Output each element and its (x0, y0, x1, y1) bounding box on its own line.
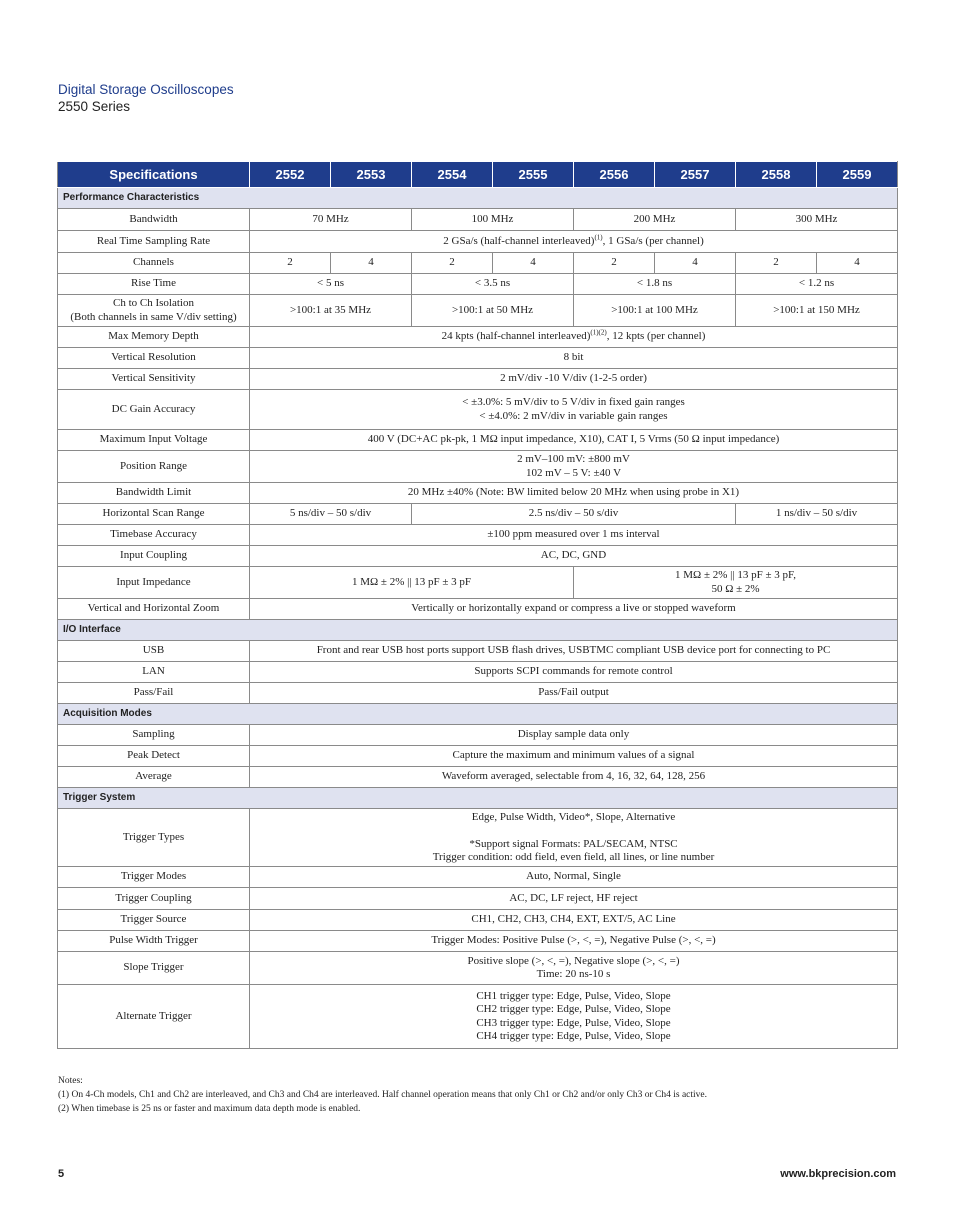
table-row (58, 641, 898, 662)
row-label: Position Range (58, 451, 250, 483)
row-label: Maximum Input Voltage (58, 430, 250, 451)
cell (250, 952, 898, 985)
cell: ±100 ppm measured over 1 ms interval (250, 525, 898, 546)
page-subtitle: 2550 Series (58, 99, 131, 114)
notes-title: Notes: (58, 1076, 83, 1086)
cell-line: 1 MΩ ± 2% || 13 pF ± 3 pF, (675, 569, 796, 581)
cell: 2 (736, 253, 817, 274)
cell: 400 V (DC+AC pk-pk, 1 MΩ input impedance, X10), CAT I, 5 Vrms (50 Ω input impedance) (250, 430, 898, 451)
cell (250, 809, 898, 867)
section-trigger: Trigger System (58, 788, 898, 809)
cell: 2 (412, 253, 493, 274)
cell: 2 (250, 253, 331, 274)
cell-line: Trigger condition: odd field, even field, all lines, or line number (432, 851, 715, 863)
table-row (58, 662, 898, 683)
table-row (58, 683, 898, 704)
cell-line: 2 mV–100 mV: ±800 mV (517, 453, 630, 465)
notes (58, 1074, 707, 1116)
cell: Trigger Modes: Positive Pulse (>, <, =), Negative Pulse (>, <, =) (250, 931, 898, 952)
cell: 8 bit (250, 348, 898, 369)
table-row (58, 546, 898, 567)
row-label: Real Time Sampling Rate (58, 231, 250, 253)
cell: >100:1 at 100 MHz (574, 295, 736, 327)
table-row (58, 599, 898, 620)
row-label: Average (58, 767, 250, 788)
table-row (58, 327, 898, 348)
row-label: Max Memory Depth (58, 327, 250, 348)
table-row (58, 274, 898, 295)
section-performance: Performance Characteristics (58, 188, 898, 209)
table-row (58, 910, 898, 931)
footnote-ref: (1) (594, 233, 603, 242)
label-line: (Both channels in same V/div setting) (70, 310, 237, 323)
cell: 4 (817, 253, 898, 274)
row-label: Trigger Types (58, 809, 250, 867)
cell: < 5 ns (250, 274, 412, 295)
table-row (58, 767, 898, 788)
row-label: LAN (58, 662, 250, 683)
row-label (58, 295, 250, 327)
cell: AC, DC, GND (250, 546, 898, 567)
cell: Supports SCPI commands for remote control (250, 662, 898, 683)
table-row (58, 888, 898, 910)
cell: 4 (655, 253, 736, 274)
section-acquisition: Acquisition Modes (58, 704, 898, 725)
cell-text: , 1 GSa/s (per channel) (602, 234, 704, 247)
row-label: Channels (58, 253, 250, 274)
cell-line: CH4 trigger type: Edge, Pulse, Video, Slope (476, 1030, 671, 1042)
row-label: Pulse Width Trigger (58, 931, 250, 952)
table-row (58, 253, 898, 274)
row-label: Pass/Fail (58, 683, 250, 704)
header-specifications: Specifications (58, 162, 250, 188)
row-label: Bandwidth Limit (58, 483, 250, 504)
cell-line: CH1 trigger type: Edge, Pulse, Video, Slope (476, 989, 671, 1002)
table-row (58, 231, 898, 253)
cell: Vertically or horizontally expand or compress a live or stopped waveform (250, 599, 898, 620)
cell: 20 MHz ±40% (Note: BW limited below 20 MHz when using probe in X1) (250, 483, 898, 504)
table-row (58, 504, 898, 525)
cell-line: Positive slope (>, <, =), Negative slope (>, <, =) (467, 954, 680, 967)
cell-spacer (254, 824, 893, 838)
cell: 1 ns/div – 50 s/div (736, 504, 898, 525)
row-label: Input Impedance (58, 567, 250, 599)
cell: Auto, Normal, Single (250, 867, 898, 888)
cell: >100:1 at 50 MHz (412, 295, 574, 327)
cell (250, 327, 898, 348)
row-label: Timebase Accuracy (58, 525, 250, 546)
table-row (58, 295, 898, 327)
section-row (58, 788, 898, 809)
row-label: Horizontal Scan Range (58, 504, 250, 525)
table-row (58, 746, 898, 767)
header-2554: 2554 (412, 162, 493, 188)
cell: 5 ns/div – 50 s/div (250, 504, 412, 525)
cell-text: 24 kpts (half-channel interleaved) (441, 330, 591, 343)
cell: Capture the maximum and minimum values of a signal (250, 746, 898, 767)
section-row (58, 704, 898, 725)
cell: 2 mV/div -10 V/div (1-2-5 order) (250, 369, 898, 390)
cell-line: 50 Ω ± 2% (711, 582, 760, 595)
table-row (58, 985, 898, 1049)
cell (250, 985, 898, 1049)
website-link[interactable]: www.bkprecision.com (780, 1168, 896, 1180)
label-line: Ch to Ch Isolation (113, 297, 194, 309)
header-2552: 2552 (250, 162, 331, 188)
cell (250, 451, 898, 483)
cell-line: Edge, Pulse Width, Video*, Slope, Alternative (471, 810, 676, 823)
row-label: Trigger Source (58, 910, 250, 931)
row-label: Sampling (58, 725, 250, 746)
spec-table (57, 161, 898, 1049)
table-row (58, 209, 898, 231)
row-label: Trigger Coupling (58, 888, 250, 910)
cell: >100:1 at 150 MHz (736, 295, 898, 327)
page-number: 5 (58, 1168, 65, 1180)
cell: >100:1 at 35 MHz (250, 295, 412, 327)
row-label: Vertical Resolution (58, 348, 250, 369)
cell: 300 MHz (736, 209, 898, 231)
row-label: Vertical Sensitivity (58, 369, 250, 390)
table-row (58, 567, 898, 599)
row-label: Alternate Trigger (58, 985, 250, 1049)
table-row (58, 809, 898, 867)
header-2553: 2553 (331, 162, 412, 188)
cell: Display sample data only (250, 725, 898, 746)
row-label: Peak Detect (58, 746, 250, 767)
table-row (58, 390, 898, 430)
table-row (58, 952, 898, 985)
page-title: Digital Storage Oscilloscopes (58, 82, 234, 97)
cell: < 1.2 ns (736, 274, 898, 295)
header-2557: 2557 (655, 162, 736, 188)
header-2555: 2555 (493, 162, 574, 188)
row-label: Bandwidth (58, 209, 250, 231)
cell (250, 390, 898, 430)
cell-line: 102 mV – 5 V: ±40 V (525, 466, 622, 479)
cell-text: 2 GSa/s (half-channel interleaved) (443, 234, 595, 247)
table-header-row (58, 162, 898, 188)
table-row (58, 725, 898, 746)
cell (574, 567, 898, 599)
cell: 200 MHz (574, 209, 736, 231)
row-label: DC Gain Accuracy (58, 390, 250, 430)
cell: 2.5 ns/div – 50 s/div (412, 504, 736, 525)
cell: CH1, CH2, CH3, CH4, EXT, EXT/5, AC Line (250, 910, 898, 931)
note-2: (2) When timebase is 25 ns or faster and maximum data depth mode is enabled. (58, 1104, 361, 1114)
table-row (58, 430, 898, 451)
row-label: Input Coupling (58, 546, 250, 567)
row-label: Vertical and Horizontal Zoom (58, 599, 250, 620)
cell-line: CH3 trigger type: Edge, Pulse, Video, Slope (476, 1016, 671, 1029)
section-row (58, 188, 898, 209)
cell: < 3.5 ns (412, 274, 574, 295)
cell-line: < ±3.0%: 5 mV/div to 5 V/div in fixed gain ranges (462, 396, 685, 408)
row-label: USB (58, 641, 250, 662)
cell: Pass/Fail output (250, 683, 898, 704)
cell: 4 (493, 253, 574, 274)
section-io: I/O Interface (58, 620, 898, 641)
table-row (58, 525, 898, 546)
cell-line: < ±4.0%: 2 mV/div in variable gain ranges (479, 409, 668, 422)
table-row (58, 348, 898, 369)
header-2556: 2556 (574, 162, 655, 188)
header-2558: 2558 (736, 162, 817, 188)
cell: Front and rear USB host ports support USB flash drives, USBTMC compliant USB device port for connecting to PC (250, 641, 898, 662)
cell: AC, DC, LF reject, HF reject (250, 888, 898, 910)
table-row (58, 369, 898, 390)
cell (250, 231, 898, 253)
row-label: Trigger Modes (58, 867, 250, 888)
table-row (58, 483, 898, 504)
row-label: Slope Trigger (58, 952, 250, 985)
table-row (58, 931, 898, 952)
row-label: Rise Time (58, 274, 250, 295)
cell: 100 MHz (412, 209, 574, 231)
cell-line: CH2 trigger type: Edge, Pulse, Video, Slope (476, 1003, 671, 1015)
note-1: (1) On 4-Ch models, Ch1 and Ch2 are interleaved, and Ch3 and Ch4 are interleaved. Half channel operation means that only Ch1 or Ch2 and/or only Ch3 or Ch4 is active. (58, 1090, 708, 1100)
cell: 1 MΩ ± 2% || 13 pF ± 3 pF (250, 567, 574, 599)
cell: 2 (574, 253, 655, 274)
table-row (58, 867, 898, 888)
table-row (58, 451, 898, 483)
section-row (58, 620, 898, 641)
header-2559: 2559 (817, 162, 898, 188)
cell: 70 MHz (250, 209, 412, 231)
cell: Waveform averaged, selectable from 4, 16, 32, 64, 128, 256 (250, 767, 898, 788)
cell-text: , 12 kpts (per channel) (606, 330, 706, 343)
cell: 4 (331, 253, 412, 274)
cell-line: Time: 20 ns-10 s (536, 968, 611, 980)
page-header (58, 81, 234, 115)
cell: < 1.8 ns (574, 274, 736, 295)
footnote-ref: (1)(2) (590, 328, 607, 337)
cell-line: *Support signal Formats: PAL/SECAM, NTSC (469, 837, 678, 850)
